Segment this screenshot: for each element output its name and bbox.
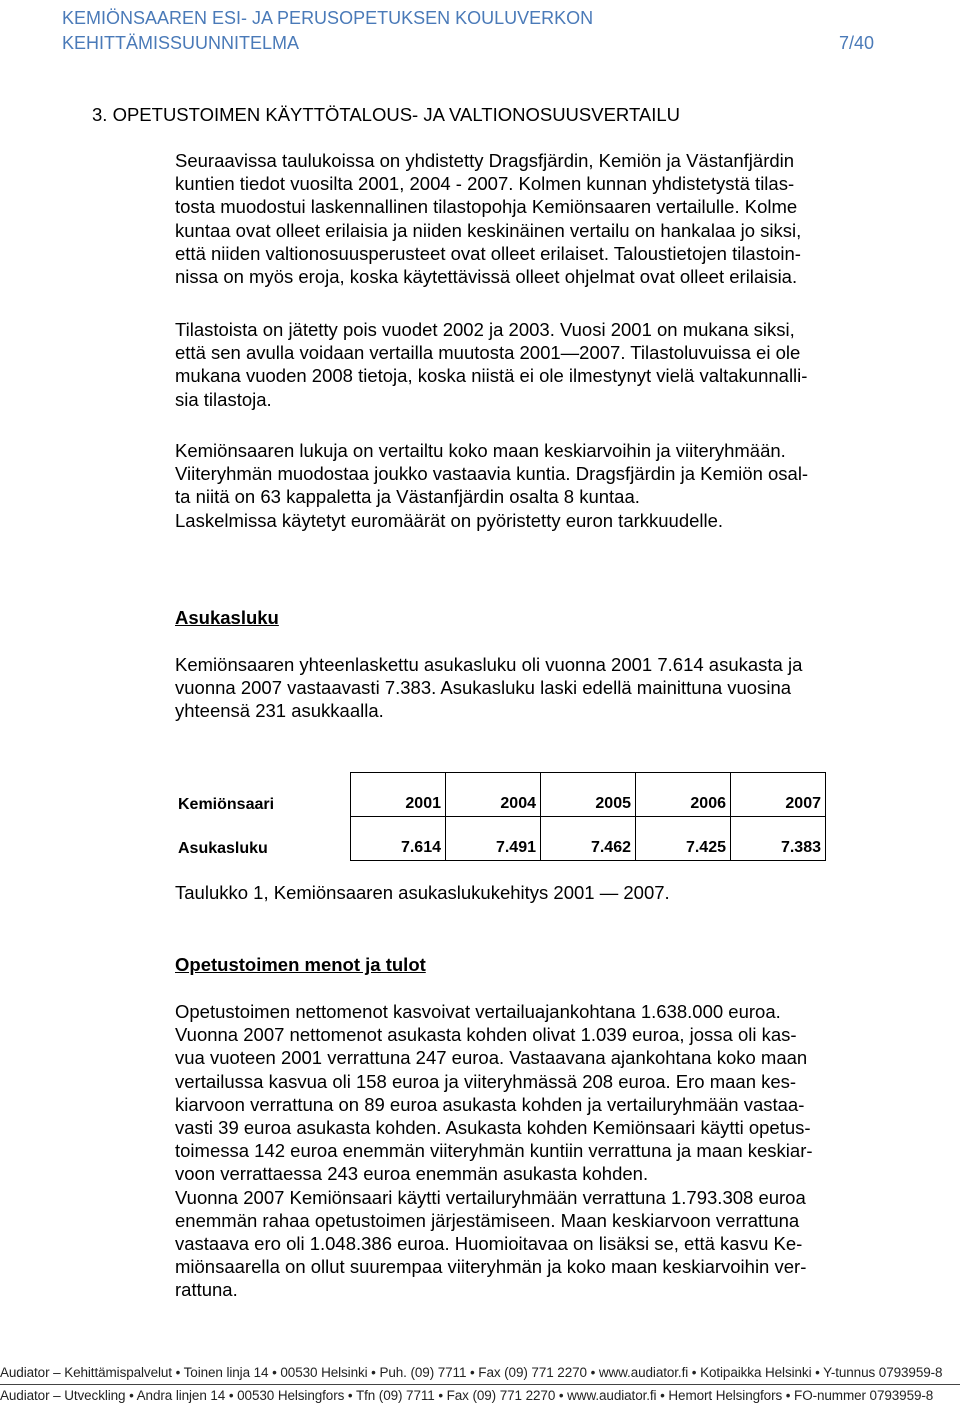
text-line: vasti 39 euroa asukasta kohden. Asukasta kohden Kemiönsaari käytti opetus- — [175, 1117, 811, 1139]
footer-line-finnish: Audiator – Kehittämispalvelut • Toinen linja 14 • 00530 Helsinki • Puh. (09) 7711 • Fax (09) 771 2270 • www.audiator.fi • Kotipaikka Helsinki • Y-tunnus 0793959-8 — [0, 1365, 943, 1380]
text-line: kuntaa ovat olleet erilaisia ja niiden keskinäinen vertailu on hankalaa jo siksi, — [175, 219, 802, 241]
text-line: Vuonna 2007 Kemiönsaari käytti vertailuryhmään verrattuna 1.793.308 euroa — [175, 1186, 806, 1208]
text-line: yhteensä 231 asukkaalla. — [175, 700, 384, 722]
table-value-cell: 7.462 — [541, 817, 636, 861]
intro-paragraph-2 — [175, 318, 895, 411]
table-year-cell: 2005 — [541, 773, 636, 817]
page-number: 7/40 — [838, 33, 874, 53]
table-row — [175, 817, 826, 861]
text-line: Viiteryhmän muodostaa joukko vastaavia kuntia. Dragsfjärdin ja Kemiön osal- — [175, 463, 809, 485]
table-value-cell: 7.425 — [636, 817, 731, 861]
text-line: ta niitä on 63 kappaletta ja Västanfjärdin osalta 8 kuntaa. — [175, 486, 640, 508]
section-title: 3. OPETUSTOIMEN KÄYTTÖTALOUS- JA VALTIONOSUUSVERTAILU — [92, 104, 681, 125]
intro-paragraph-1 — [175, 149, 895, 288]
text-line: Laskelmissa käytetyt euromäärät on pyöristetty euron tarkkuudelle. — [175, 509, 724, 531]
text-line: vuonna 2007 vastaavasti 7.383. Asukasluku laski edellä mainittuna vuosina — [175, 677, 792, 699]
text-line: miönsaarella on ollut suurempaa viiteryhmän ja koko maan keskiarvoihin ver- — [175, 1256, 807, 1278]
text-line: Opetustoimen nettomenot kasvoivat vertailuajankohtana 1.638.000 euroa. — [175, 1001, 781, 1022]
text-line: kiarvoon verrattuna on 89 euroa asukasta kohden ja vertailuryhmään vastaa- — [175, 1093, 805, 1115]
text-line: vua vuoteen 2001 verrattuna 247 euroa. Vastaavana ajankohtana koko maan — [175, 1047, 808, 1069]
text-line: Kemiönsaaren lukuja on vertailtu koko maan keskiarvoihin ja viiteryhmään. — [175, 440, 786, 461]
footer-line-swedish: Audiator – Utveckling • Andra linjen 14 • 00530 Helsingfors • Tfn (09) 7711 • Fax (09) 771 2270 • www.audiator.fi • Hemort Helsingfors • FO-nummer 0793959-8 — [0, 1388, 934, 1403]
text-line: vastaava ero oli 1.048.386 euroa. Huomioitavaa on lisäksi se, että kasvu Ke- — [175, 1233, 803, 1255]
text-line: mukana vuoden 2008 tietoja, koska niistä ei ole ilmestynyt vielä valtakunnalli- — [175, 365, 808, 387]
text-line: kuntien tiedot vuosilta 2001, 2004 - 2007. Kolmen kunnan yhdistetystä tilas- — [175, 173, 795, 195]
population-table — [175, 772, 826, 861]
table-header-label: Kemiönsaari — [178, 795, 275, 813]
text-line: että sen avulla voidaan vertailla muutosta 2001—2007. Tilastoluvuissa ei ole — [175, 342, 801, 364]
table-row-label: Asukasluku — [178, 839, 268, 857]
table-value-cell: 7.491 — [446, 817, 541, 861]
table-year-cell: 2001 — [351, 773, 446, 817]
asukasluku-heading: Asukasluku — [175, 607, 279, 628]
text-line: rattuna. — [175, 1279, 238, 1301]
table-year-cell: 2004 — [446, 773, 541, 817]
page-header — [62, 6, 874, 56]
text-line: Seuraavissa taulukoissa on yhdistetty Dragsfjärdin, Kemiön ja Västanfjärdin — [175, 150, 795, 171]
menot-paragraph — [175, 1000, 895, 1302]
text-line: että niiden valtionosuusperusteet ovat olleet erilaiset. Taloustietojen tilastoin- — [175, 242, 801, 264]
header-title-line2: KEHITTÄMISSUUNNITELMA — [62, 33, 300, 53]
menot-heading: Opetustoimen menot ja tulot — [175, 954, 426, 975]
table-year-cell: 2007 — [731, 773, 826, 817]
text-line: vertailussa kasvua oli 158 euroa ja viiteryhmässä 208 euroa. Ero maan kes- — [175, 1070, 797, 1092]
footer-divider — [0, 1384, 960, 1385]
header-title-line1: KEMIÖNSAAREN ESI- JA PERUSOPETUKSEN KOULUVERKON — [62, 8, 594, 28]
text-line: Vuonna 2007 nettomenot asukasta kohden olivat 1.039 euroa, jossa oli kas- — [175, 1024, 797, 1046]
text-line: enemmän rahaa opetustoimen järjestämiseen. Maan keskiarvoon verrattuna — [175, 1209, 800, 1231]
text-line: Tilastoista on jätetty pois vuodet 2002 ja 2003. Vuosi 2001 on mukana siksi, — [175, 319, 795, 340]
text-line: sia tilastoja. — [175, 388, 272, 410]
intro-paragraph-3 — [175, 439, 895, 532]
text-line: tosta muodostui laskennallinen tilastopohja Kemiönsaaren vertailulle. Kolme — [175, 196, 798, 218]
asukasluku-paragraph — [175, 653, 895, 723]
table-year-cell: 2006 — [636, 773, 731, 817]
text-line: Kemiönsaaren yhteenlaskettu asukasluku oli vuonna 2001 7.614 asukasta ja — [175, 654, 803, 675]
text-line: voon verrattaessa 243 euroa enemmän asukasta kohden. — [175, 1163, 649, 1185]
table-caption: Taulukko 1, Kemiönsaaren asukaslukukehitys 2001 — 2007. — [175, 882, 670, 903]
text-line: nissa on myös eroja, koska käytettävissä olleet ohjelmat ovat olleet erilaisia. — [175, 266, 798, 288]
table-value-cell: 7.383 — [731, 817, 826, 861]
text-line: toimessa 142 euroa enemmän viiteryhmän kuntiin verrattuna ja maan keskiar- — [175, 1140, 813, 1162]
table-value-cell: 7.614 — [351, 817, 446, 861]
table-row — [175, 773, 826, 817]
